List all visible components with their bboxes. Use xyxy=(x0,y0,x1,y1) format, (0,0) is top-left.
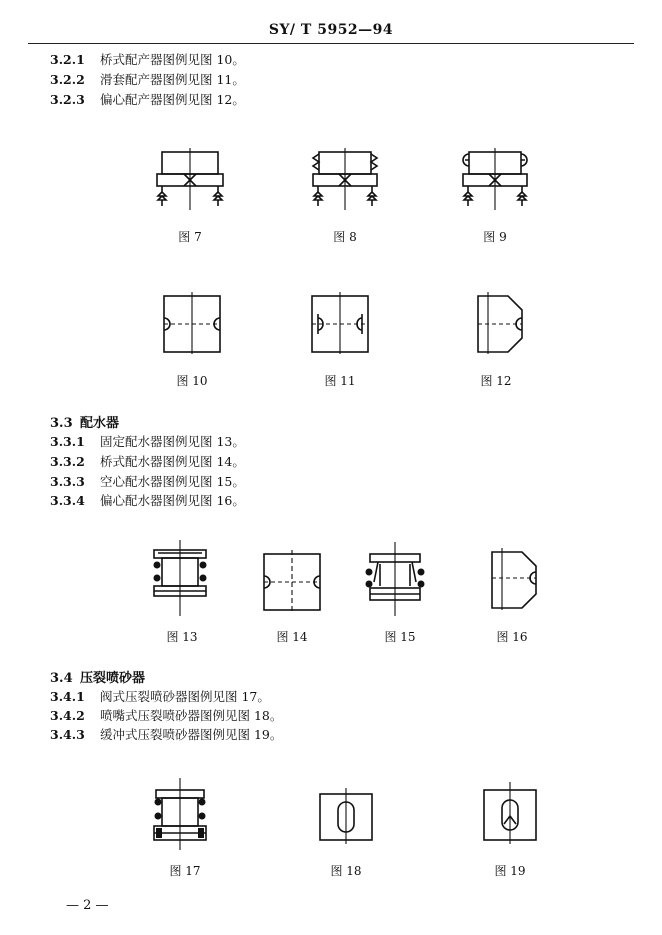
figure-19-diagram xyxy=(480,782,540,844)
figure-14-caption: 图 14 xyxy=(276,630,308,644)
clause-3-2-2 xyxy=(50,70,245,88)
section-3-3-heading xyxy=(50,412,119,431)
clause-number: 3.4.3 xyxy=(50,727,85,742)
page-header: SY/ T 5952—94 xyxy=(268,22,394,38)
clause-number: 3.3.3 xyxy=(50,474,85,489)
figure-11-caption: 图 11 xyxy=(324,374,356,388)
clause-number: 3.3.2 xyxy=(50,454,85,469)
figure-18-caption: 图 18 xyxy=(330,864,362,878)
clause-text: 偏心配水器图例见图 16。 xyxy=(100,493,245,508)
clause-text: 固定配水器图例见图 13。 xyxy=(100,434,245,449)
figure-12-caption: 图 12 xyxy=(480,374,512,388)
clause-3-2-1 xyxy=(50,50,245,68)
clause-3-2-3 xyxy=(50,90,245,108)
clause-text: 喷嘴式压裂喷砂器图例见图 18。 xyxy=(100,708,283,723)
clause-number: 3.4.1 xyxy=(50,689,85,704)
figure-7-caption: 图 7 xyxy=(178,230,202,244)
clause-text: 滑套配产器图例见图 11。 xyxy=(100,72,245,87)
clause-text: 空心配水器图例见图 15。 xyxy=(100,474,245,489)
figure-10-caption: 图 10 xyxy=(176,374,208,388)
figure-10-diagram xyxy=(160,292,224,354)
figure-19-caption: 图 19 xyxy=(494,864,526,878)
clause-number: 3.4.2 xyxy=(50,708,85,723)
figure-7-diagram xyxy=(150,148,230,213)
figure-17-caption: 图 17 xyxy=(169,864,201,878)
clause-text: 桥式配水器图例见图 14。 xyxy=(100,454,245,469)
figure-11-diagram xyxy=(308,292,372,354)
clause-text: 偏心配产器图例见图 12。 xyxy=(100,92,245,107)
clause-number: 3.3.4 xyxy=(50,493,85,508)
figure-13-diagram xyxy=(148,540,212,616)
clause-number: 3.3.1 xyxy=(50,434,85,449)
section-title: 压裂喷砂器 xyxy=(80,671,146,686)
figure-14-diagram xyxy=(260,550,324,612)
clause-3-4-1 xyxy=(50,687,270,705)
clause-3-3-3 xyxy=(50,472,245,490)
clause-3-3-2 xyxy=(50,452,245,470)
figure-8-diagram xyxy=(305,148,385,213)
clause-3-4-3 xyxy=(50,725,282,743)
figure-9-diagram xyxy=(455,148,535,213)
figure-15-diagram xyxy=(362,542,428,616)
clause-3-4-2 xyxy=(50,706,282,724)
figure-18-diagram xyxy=(316,788,376,844)
figure-16-diagram xyxy=(486,548,542,610)
clause-text: 阀式压裂喷砂器图例见图 17。 xyxy=(100,689,270,704)
clause-number: 3.2.2 xyxy=(50,72,85,87)
section-number: 3.4 xyxy=(50,671,73,686)
clause-3-3-1 xyxy=(50,432,245,450)
section-title: 配水器 xyxy=(80,416,120,431)
header-rule xyxy=(28,43,634,44)
clause-text: 缓冲式压裂喷砂器图例见图 19。 xyxy=(100,727,283,742)
section-number: 3.3 xyxy=(50,416,73,431)
clause-text: 桥式配产器图例见图 10。 xyxy=(100,52,245,67)
clause-number: 3.2.3 xyxy=(50,92,85,107)
clause-number: 3.2.1 xyxy=(50,52,85,67)
figure-8-caption: 图 8 xyxy=(333,230,357,244)
clause-3-3-4 xyxy=(50,491,245,509)
figure-12-diagram xyxy=(472,292,528,354)
figure-16-caption: 图 16 xyxy=(496,630,528,644)
figure-9-caption: 图 9 xyxy=(483,230,507,244)
figure-17-diagram xyxy=(148,778,212,850)
section-3-4-heading xyxy=(50,667,145,686)
page-number: — 2 — xyxy=(66,898,109,913)
figure-13-caption: 图 13 xyxy=(166,630,198,644)
figure-15-caption: 图 15 xyxy=(384,630,416,644)
